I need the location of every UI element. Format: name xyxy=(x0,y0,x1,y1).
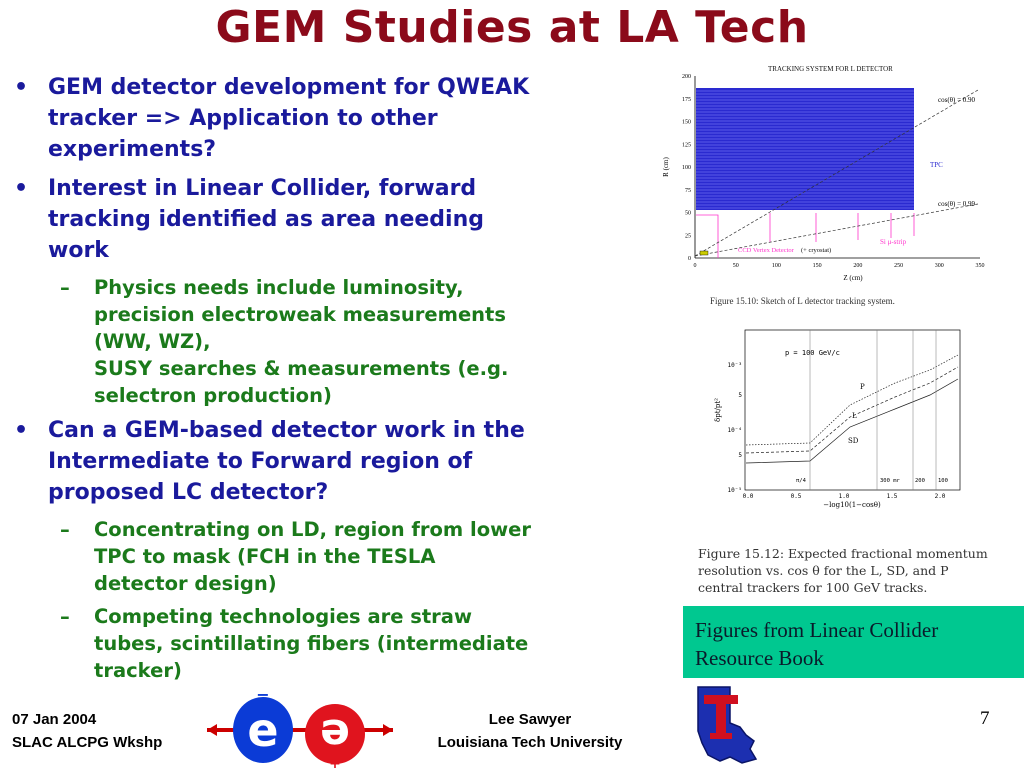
figure1-xtick-label: 200 xyxy=(853,263,863,269)
figure1-xtick-label: 250 xyxy=(894,263,904,269)
figure1-xtick-label: 300 xyxy=(934,263,944,269)
figure2-ytick-label: 5 xyxy=(738,392,742,399)
figure1-xtick-label: 50 xyxy=(732,263,739,269)
bullet-text: Can a GEM-based detector work in the Intermediate to Forward region of proposed LC detector? xyxy=(48,418,525,505)
svg-text:−: − xyxy=(256,688,270,704)
figure2-xtick-label: 0.0 xyxy=(742,493,754,500)
marker-label: π/4 xyxy=(796,478,806,484)
figure1-ytick-label: 75 xyxy=(685,187,691,194)
figure2-xtick-label: 0.5 xyxy=(790,493,802,500)
figure2-ytick-label: 5 xyxy=(738,452,742,459)
bullet-dot-icon: • xyxy=(14,418,29,443)
figure1-title: TRACKING SYSTEM FOR L DETECTOR xyxy=(768,65,893,73)
sub-bullet-item xyxy=(14,516,534,597)
marker-label: 200 xyxy=(915,478,925,484)
figure1-xtick-label: 150 xyxy=(812,263,822,269)
series-label: P xyxy=(860,383,865,391)
cos099-label: cos(θ) = 0.99 xyxy=(938,200,976,208)
figure2-xlabel: −log10(1−cosθ) xyxy=(823,501,881,509)
sub-bullet-text: Physics needs include luminosity, precision electroweak measurements (WW, WZ), SUSY searches & measurements (e.g. selectron production) xyxy=(94,276,509,407)
momentum-resolution-figure xyxy=(700,325,970,515)
series-label: SD xyxy=(848,437,859,445)
sub-bullet-text: Competing technologies are straw tubes, scintillating fibers (intermediate tracker) xyxy=(94,605,529,682)
figure1-ytick-label: 125 xyxy=(682,142,691,149)
bullet-item xyxy=(14,72,534,165)
figure2-caption: Figure 15.12: Expected fractional momentum resolution vs. cos θ for the L, SD, and P central trackers for 100 GeV tracks. xyxy=(698,546,988,595)
ccd-label: CCD Vertex Detector xyxy=(738,247,794,254)
marker-label: 100 xyxy=(938,478,948,484)
dash-icon: – xyxy=(60,518,70,541)
footer-left xyxy=(12,708,162,754)
figure1-ytick-label: 200 xyxy=(682,74,691,80)
si-label: Si μ-strip xyxy=(880,238,907,246)
bullet-dot-icon: • xyxy=(14,176,29,201)
dash-icon: – xyxy=(60,276,70,299)
bullet-item xyxy=(14,415,534,508)
slide-title: GEM Studies at LA Tech xyxy=(215,2,809,53)
figure2-ylabel: δpt/pt² xyxy=(714,398,722,422)
cryostat-label: (+ cryostat) xyxy=(801,247,832,254)
figure1-caption: Figure 15.10: Sketch of L detector tracking system. xyxy=(710,296,895,306)
figure1-ytick-label: 150 xyxy=(682,119,691,126)
bullet-dot-icon: • xyxy=(14,75,29,100)
footer-center xyxy=(420,708,640,754)
svg-text:+: + xyxy=(329,756,341,768)
figure1-ytick-label: 50 xyxy=(685,210,691,217)
sub-bullet-item xyxy=(14,603,534,684)
figure2-ytick-label: 10⁻⁵ xyxy=(727,487,742,494)
figure2-xtick-label: 2.0 xyxy=(934,493,946,500)
footer-date: 07 Jan 2004 xyxy=(12,711,97,728)
tracking-system-figure xyxy=(658,62,998,307)
figure1-ytick-label: 0 xyxy=(688,256,691,262)
figure1-xtick-label: 100 xyxy=(771,263,781,269)
figure2-ytick-label: 10⁻⁴ xyxy=(727,427,742,434)
footer-workshop: SLAC ALCPG Wkshp xyxy=(12,734,163,751)
series-label: L xyxy=(852,412,857,420)
bullet-item xyxy=(14,173,534,266)
figure2-ytick-label: 10⁻³ xyxy=(727,362,742,369)
footer-institution: Louisiana Tech University xyxy=(437,734,623,751)
svg-text:e: e xyxy=(247,703,279,757)
figure1-ytick-label: 100 xyxy=(682,165,691,171)
figure1-xlabel: Z (cm) xyxy=(843,274,863,282)
source-note-box: Figures from Linear Collider Resource Book xyxy=(683,606,1024,678)
page-number: 7 xyxy=(980,708,990,729)
figure1-xtick-label: 0 xyxy=(693,263,697,269)
marker-label: 300 mr xyxy=(880,478,900,484)
figure2-xtick-label: 1.5 xyxy=(886,493,898,500)
figure1-ylabel: R (cm) xyxy=(662,157,670,177)
bullet-list xyxy=(14,72,534,690)
figure1-ytick-label: 175 xyxy=(682,96,691,103)
figure1-ytick-label: 25 xyxy=(685,233,691,240)
louisiana-tech-logo xyxy=(690,683,760,768)
momentum-label: p = 100 GeV/c xyxy=(785,349,840,357)
cos090-label: cos(θ) = 0.90 xyxy=(938,96,976,104)
figure1-xtick-label: 350 xyxy=(975,263,985,269)
tpc-label: TPC xyxy=(930,161,943,169)
sub-bullet-text: Concentrating on LD, region from lower TPC to mask (FCH in the TESLA detector design) xyxy=(94,518,531,595)
bullet-text: GEM detector development for QWEAK tracker => Application to other experiments? xyxy=(48,75,530,162)
sub-bullet-item xyxy=(14,274,534,409)
dash-icon: – xyxy=(60,605,70,628)
footer-author: Lee Sawyer xyxy=(488,711,572,728)
bullet-text: Interest in Linear Collider, forward tracking identified as area needing work xyxy=(48,176,484,263)
svg-text:e: e xyxy=(320,709,350,760)
figure2-xtick-label: 1.0 xyxy=(838,493,850,500)
e-plus-e-minus-logo xyxy=(205,688,395,768)
